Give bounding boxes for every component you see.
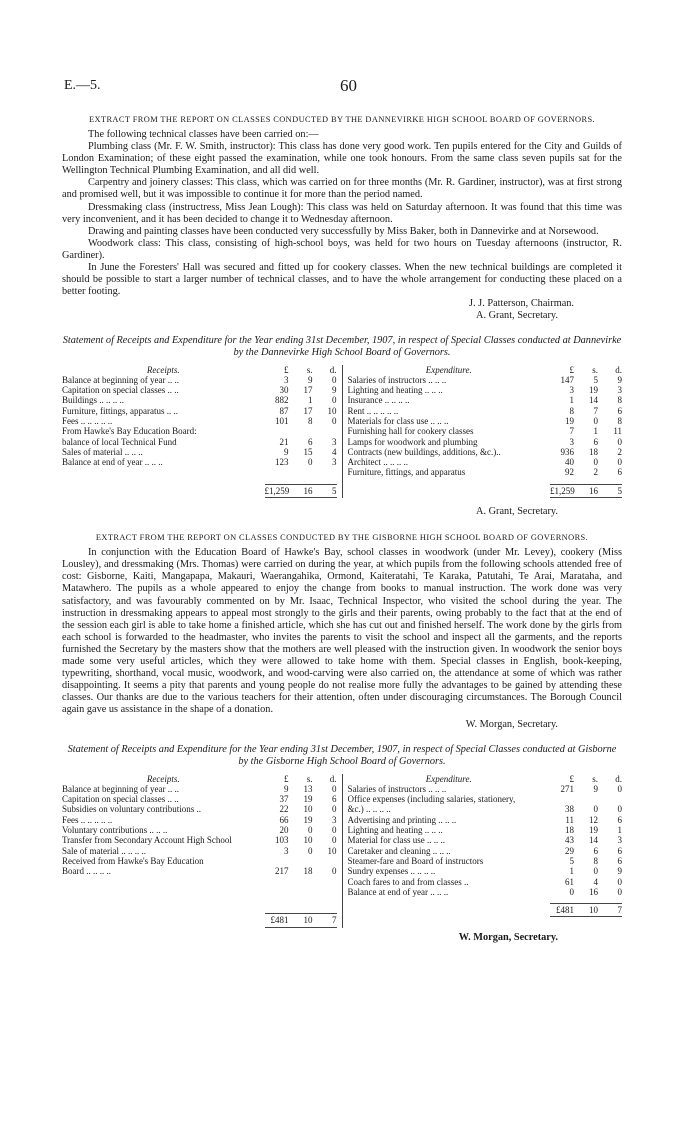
- receipt-row: From Hawke's Bay Education Board:: [62, 426, 197, 437]
- receipt-row: Balance at beginning of year .. .. 3 9 0: [62, 374, 337, 385]
- expenditure-row: Caretaker and cleaning .. .. .. 29 6 6: [347, 845, 622, 856]
- receipt-row: Subsidies on voluntary contributions .. 22 10 0: [62, 804, 337, 815]
- receipt-row: Capitation on special classes .. .. 30 17 9: [62, 385, 337, 396]
- report-paragraph: Woodwork class: This class, consisting of high-school boys, was held for two hours on Tuesday afternoons (instructor, R. Gardiner).: [62, 237, 622, 261]
- expenditure-row: Insurance .. .. .. .. 1 14 8: [347, 395, 622, 406]
- gisborne-heading: EXTRACT FROM THE REPORT ON CLASSES CONDUCTED BY THE GISBORNE HIGH SCHOOL BOARD OF GOVERNORS.: [95, 533, 589, 543]
- document-page: [62, 78, 622, 944]
- expenditure-row: Materials for class use .. .. .. 19 0 8: [347, 415, 622, 426]
- chairman-signature: J. J. Patterson, Chairman.: [469, 298, 574, 310]
- expenditure-total: £1,259 16 5: [348, 484, 623, 498]
- dannevirke-heading: EXTRACT FROM THE REPORT ON CLASSES CONDUCTED BY THE DANNEVIRKE HIGH SCHOOL BOARD OF GOVERNORS.: [88, 115, 596, 124]
- expenditure-row: Coach fares to and from classes .. 61 4 0: [347, 876, 622, 887]
- report-paragraph: Dressmaking class (instructress, Miss Jean Lough): This class was held on Saturday afternoon. It was found that this time was very inconvenient, and it has been decided to change it to Wednesday afternoon.: [62, 201, 622, 225]
- expenditure-row: Architect .. .. .. .. 40 0 0: [347, 457, 622, 468]
- secretary-signature: A. Grant, Secretary.: [476, 310, 558, 322]
- receipts-total: £1,259 16 5: [62, 484, 337, 498]
- receipt-row: Furniture, fittings, apparatus .. .. 87 17 10: [62, 405, 337, 416]
- page-number: 60: [340, 76, 357, 95]
- receipt-row: Sales of material .. .. .. 9 15 4: [62, 446, 337, 457]
- receipt-row: Sale of material .. .. .. .. 3 0 10: [62, 845, 337, 856]
- expenditure-row: Lamps for woodwork and plumbing 3 6 0: [347, 436, 622, 447]
- expenditure-row: Salaries of instructors .. .. .. 147 5 9: [347, 374, 622, 385]
- report-paragraph: In June the Foresters' Hall was secured and fitted up for cookery classes. When the new technical buildings are completed it should be possible to start a larger number of technical classes, and to have the whole arrangement for conducting these placed on a better footing.: [62, 262, 622, 298]
- expenditure-row: Furnishing hall for cookery classes 7 1 11: [347, 426, 622, 437]
- secretary-signature: W. Morgan, Secretary.: [465, 719, 558, 731]
- receipts-total: £481 10 7: [62, 913, 337, 927]
- report-paragraph: The following technical classes have been carried on:—: [88, 129, 319, 140]
- receipts-column: [62, 365, 343, 499]
- receipt-row: Fees .. .. .. .. .. 66 19 3: [62, 814, 337, 825]
- gisborne-statement-title: Statement of Receipts and Expenditure for the Year ending 31st December, 1907, in respect of Special Classes conducted at Gisborne by the Gisborne High School Board of Governors.: [67, 743, 617, 767]
- receipt-row: Fees .. .. .. .. .. 101 8 0: [62, 415, 337, 426]
- page-header: [62, 78, 622, 100]
- expenditure-column: [343, 774, 623, 928]
- receipt-row: Transfer from Secondary Account High School 103 10 0: [62, 835, 337, 846]
- dannevirke-report: [62, 129, 622, 298]
- column-header: Receipts. £ s. d.: [146, 364, 337, 375]
- gisborne-report: [62, 547, 622, 716]
- expenditure-row: &c.) .. .. .. .. 38 0 0: [347, 804, 622, 815]
- column-header: Receipts. £ s. d.: [146, 773, 337, 784]
- receipt-row: Capitation on special classes .. .. 37 19 6: [62, 794, 337, 805]
- expenditure-row: Office expenses (including salaries, stationery,: [347, 794, 516, 805]
- report-paragraph: Plumbing class (Mr. F. W. Smith, instructor): This class has done very good work. Ten pupils entered for the City and Guilds of London Examination; of these eight passed the examination, while one took honours. From the same class seven pupils sat for the Wellington Technical Plumbing Examination, and all did well.: [62, 141, 622, 177]
- receipts-column: [62, 774, 343, 928]
- column-header: Expenditure. £ s. d.: [425, 364, 622, 375]
- expenditure-row: Contracts (new buildings, additions, &c.).. 936 18 2: [347, 446, 622, 457]
- expenditure-row: Balance at end of year .. .. .. 0 16 0: [347, 886, 622, 897]
- receipt-row: Received from Hawke's Bay Education: [62, 855, 204, 866]
- expenditure-row: Steamer-fare and Board of instructors 5 8 6: [347, 855, 622, 866]
- receipt-row: Balance at beginning of year .. .. 9 13 0: [62, 783, 337, 794]
- gisborne-account-table: [62, 774, 622, 928]
- report-paragraph: Drawing and painting classes have been conducted very successfully by Miss Baker, both in Dannevirke and at Norsewood.: [88, 225, 599, 237]
- expenditure-row: Furniture, fittings, and apparatus 92 2 6: [347, 467, 622, 478]
- expenditure-row: Rent .. .. .. .. .. 8 7 6: [347, 405, 622, 416]
- expenditure-row: Material for class use .. .. .. 43 14 3: [347, 835, 622, 846]
- report-paragraph: Carpentry and joinery classes: This class, which was carried on for three months (Mr. R. Gardiner, instructor), was at first strong and promised well, but it was impossible to continue it for more than the period named.: [62, 177, 622, 201]
- expenditure-row: Advertising and printing .. .. .. 11 12 6: [347, 814, 622, 825]
- secretary-signature: A. Grant, Secretary.: [476, 506, 558, 518]
- dannevirke-account-table: [62, 365, 622, 499]
- receipt-row: Board .. .. .. .. 217 18 0: [62, 866, 337, 877]
- receipt-row: Balance at end of year .. .. .. 123 0 3: [62, 457, 337, 468]
- paper-code: E.—5.: [64, 78, 101, 93]
- report-paragraph: In conjunction with the Education Board of Hawke's Bay, school classes in woodwork (under Mr. Levey), cookery (Miss Lousley), and dressmaking (Mrs. Thomas) were carried on during the year, at which pupils from the following schools attended free of cost: Gisborne, Kaiti, Mangapapa, Makauri, Waerangahika, Ormond, Kaiteratahi, Te Karaka, Patutahi, Te Arai, Marataha, and Matawhero. The pupils as a whole appeared to enjoy the change from books to manual instruction. The work done was very satisfactory, and was favourably commented on by Mr. Isaac, Technical Inspector, who visited the school during the year. The instruction in dressmaking appears to appeal most strongly to the girls and their parents, owing probably to the fact that at the end of the session each girl is able to take home a finished article, which she has cut out and finished herself. The work done by the girls from each school is forwarded to the headmaster, who invites the parents to visit the school and inspect all the garments, and the reports furnished the Secretary by the masters show that the mothers are well pleased with the instruction given. In woodwork the senior boys made some very useful articles, which they were allowed to take home with them. Special classes in English, book-keeping, typewriting, shorthand, vocal music, woodwork, and wood-carving were also carried on, the attendance at some of which was rather disappointing. It seems a pity that parents and young people do not realise more fully the advantages to be gained by attending these classes. Our thanks are due to the various teachers for their attention, often under discouraging circumstances. The Borough Council again gave us assistance in the shape of a donation.: [62, 547, 622, 716]
- expenditure-row: Salaries of instructors .. .. .. 271 9 0: [347, 783, 622, 794]
- secretary-signature: W. Morgan, Secretary.: [458, 931, 558, 943]
- dannevirke-statement-title: Statement of Receipts and Expenditure for the Year ending 31st December, 1907, in respect of Special Classes conducted at Dannevirke by the Dannevirke High School Board of Governors.: [62, 334, 622, 358]
- expenditure-row: Lighting and heating .. .. .. 18 19 1: [347, 825, 622, 836]
- receipt-row: Voluntary contributions .. .. .. 20 0 0: [62, 825, 337, 836]
- receipt-row: Buildings .. .. .. .. 882 1 0: [62, 395, 337, 406]
- expenditure-row: Sundry expenses .. .. .. .. 1 0 9: [347, 866, 622, 877]
- column-header: Expenditure. £ s. d.: [425, 773, 622, 784]
- receipt-row: balance of local Technical Fund 21 6 3: [62, 436, 337, 447]
- expenditure-column: [343, 365, 623, 499]
- expenditure-total: £481 10 7: [348, 903, 623, 917]
- expenditure-row: Lighting and heating .. .. .. 3 19 3: [347, 385, 622, 396]
